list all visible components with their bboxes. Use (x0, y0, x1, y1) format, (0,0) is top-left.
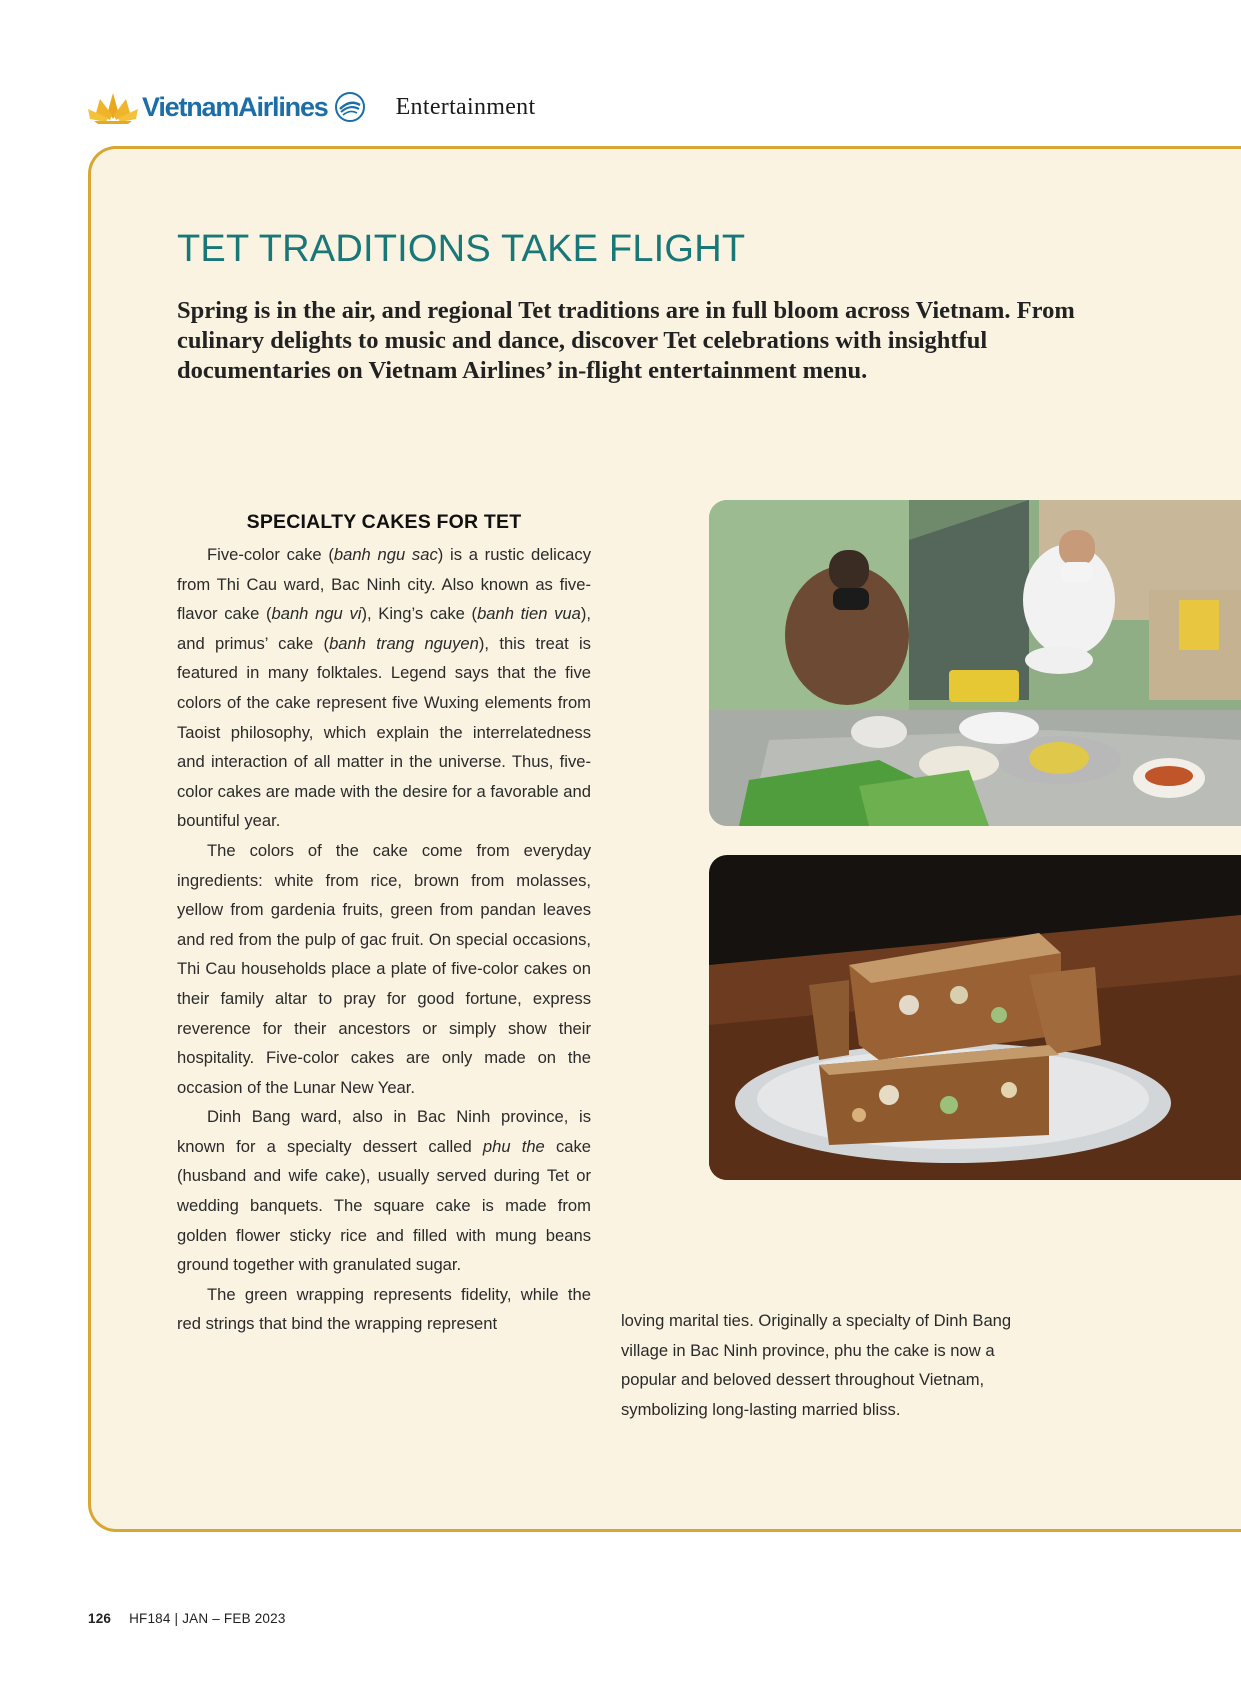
lotus-icon (86, 89, 140, 125)
paragraph-marital-ties: loving marital ties. Originally a specialty of Dinh Bang village in Bac Ninh province, phu the cake is now a popular and beloved dessert throughout Vietnam, symbolizing long-lasting married bliss. (621, 1311, 1012, 1419)
paragraph-five-color-cake: Five-color cake (banh ngu sac) is a rustic delicacy from Thi Cau ward, Bac Ninh city. Also known as five-flavor cake (banh ngu vi), King’s cake (banh tien vua), and primus’ cake (banh trang nguyen), this treat is featured in many folktales. Legend says that the five colors of the cake represent five Wuxing elements from Taoist philosophy, which explain the interrelatedness and interaction of all matter in the universe. Thus, five-color cakes are made with the desire for a favorable and bountiful year. (177, 545, 591, 831)
article-column-left (177, 508, 591, 1339)
photo-five-color-cake (709, 855, 1241, 1180)
skyteam-badge-icon (334, 91, 366, 123)
paragraph-phu-the-cake: Dinh Bang ward, also in Bac Ninh province, is known for a specialty dessert called phu the cake (husband and wife cake), usually served during Tet or wedding banquets. The square cake is made from golden flower sticky rice and filled with mung beans ground together with granulated sugar. (177, 1107, 591, 1275)
vietnam-airlines-logo (86, 89, 366, 125)
article-column-right (621, 1306, 1041, 1424)
page-number: 126 (88, 1611, 112, 1626)
brand-name: VietnamAirlines (142, 91, 328, 122)
page-footer (88, 1611, 286, 1626)
article-title: TET TRADITIONS TAKE FLIGHT (177, 228, 746, 270)
section-heading: SPECIALTY CAKES FOR TET (246, 511, 522, 533)
section-label: Entertainment (395, 93, 536, 120)
paragraph-cake-colors: The colors of the cake come from everyday ingredients: white from rice, brown from molasses, yellow from gardenia fruits, green from pandan leaves and red from the pulp of gac fruit. On special occasions, Thi Cau households place a plate of five-color cakes on their family altar to pray for good fortune, express reverence for their ancestors or simply show their hospitality. Five-color cakes are only made on the occasion of the Lunar New Year. (177, 840, 591, 1097)
page-header (86, 82, 535, 132)
article-intro: Spring is in the air, and regional Tet traditions are in full bloom across Vietnam. From culinary delights to music and dance, discover Tet celebrations with insightful documentaries on Vietnam Airlines’ in-flight entertainment menu. (177, 297, 1075, 384)
paragraph-green-wrapping: The green wrapping represents fidelity, while the red strings that bind the wrapping represent (177, 1284, 591, 1334)
photo-cake-making (709, 500, 1241, 826)
issue-info: HF184 | JAN – FEB 2023 (129, 1611, 286, 1626)
